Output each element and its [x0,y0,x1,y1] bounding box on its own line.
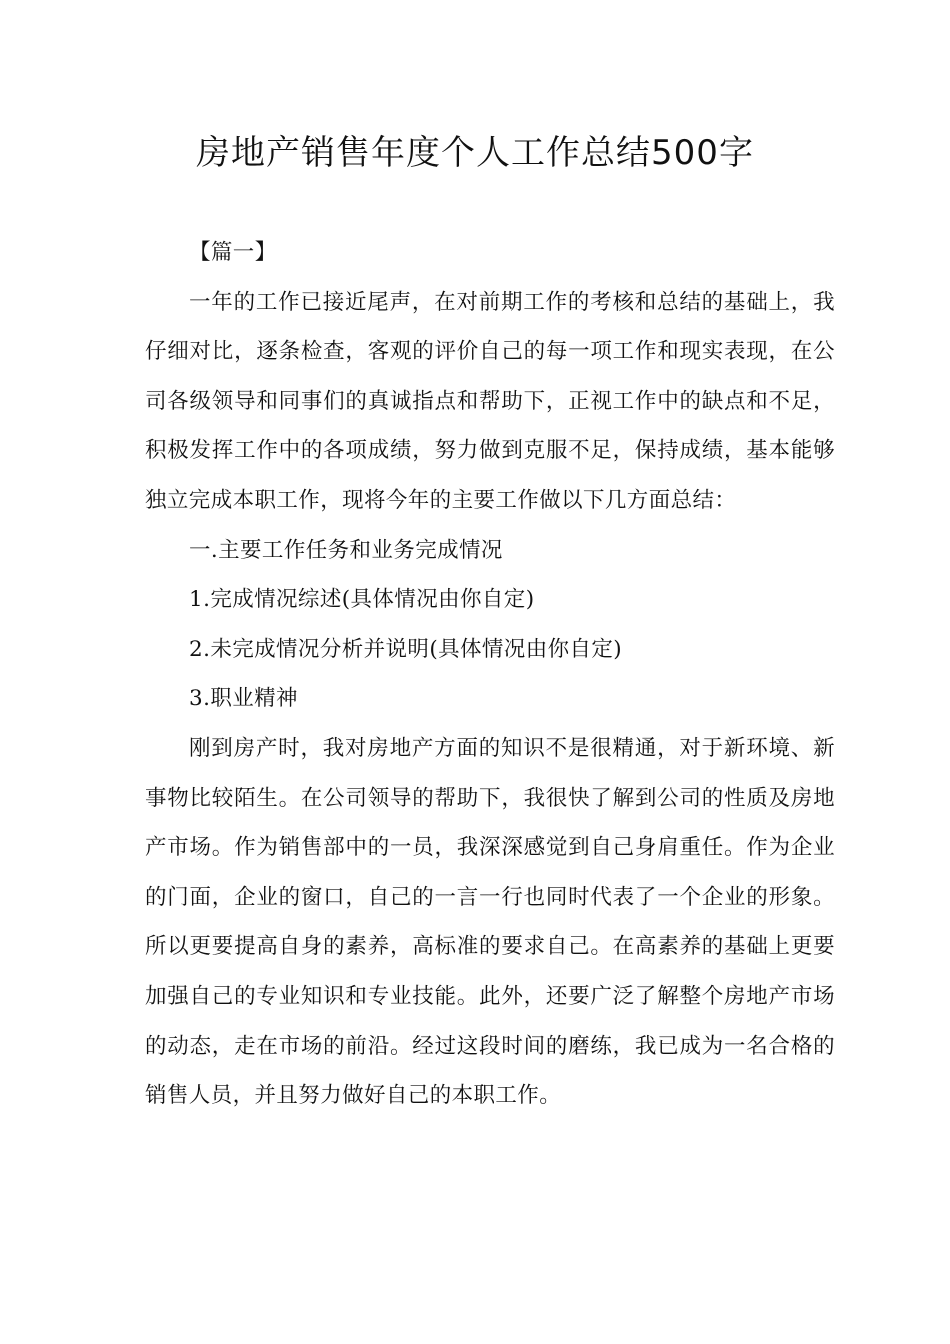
list-item: 3.职业精神 [189,686,298,712]
list-item: 1.完成情况综述(具体情况由你自定) [189,587,535,613]
body-paragraph: 刚到房产时，我对房地产方面的知识不是很精通，对于新环境、新事物比较陌生。在公司领导的帮助下，我很快了解到公司的性质及房地产市场。作为销售部中的一员，我深深感觉到自己身肩重任。作为企业的门面，企业的窗口，自己的一言一行也同时代表了一个企业的形象。所以更要提高自身的素养，高标准的要求自己。在高素养的基础上更要加强自己的专业知识和专业技能。此外，还要广泛了解整个房地产市场的动态，走在市场的前沿。经过这段时间的磨练，我已成为一名合格的销售人员，并且努力做好自己的本职工作。 [145,735,835,1109]
document-body [145,228,835,1121]
intro-paragraph: 一年的工作已接近尾声，在对前期工作的考核和总结的基础上，我仔细对比，逐条检查，客观的评价自己的每一项工作和现实表现，在公司各级领导和同事们的真诚指点和帮助下，正视工作中的缺点和不足，积极发挥工作中的各项成绩，努力做到克服不足，保持成绩，基本能够独立完成本职工作，现将今年的主要工作做以下几方面总结： [145,289,835,513]
document-title: 房地产销售年度个人工作总结500字 [196,133,754,173]
list-item: 2.未完成情况分析并说明(具体情况由你自定) [189,636,623,662]
section-heading: 一.主要工作任务和业务完成情况 [189,537,503,563]
section-tag: 【篇一】 [189,240,277,265]
